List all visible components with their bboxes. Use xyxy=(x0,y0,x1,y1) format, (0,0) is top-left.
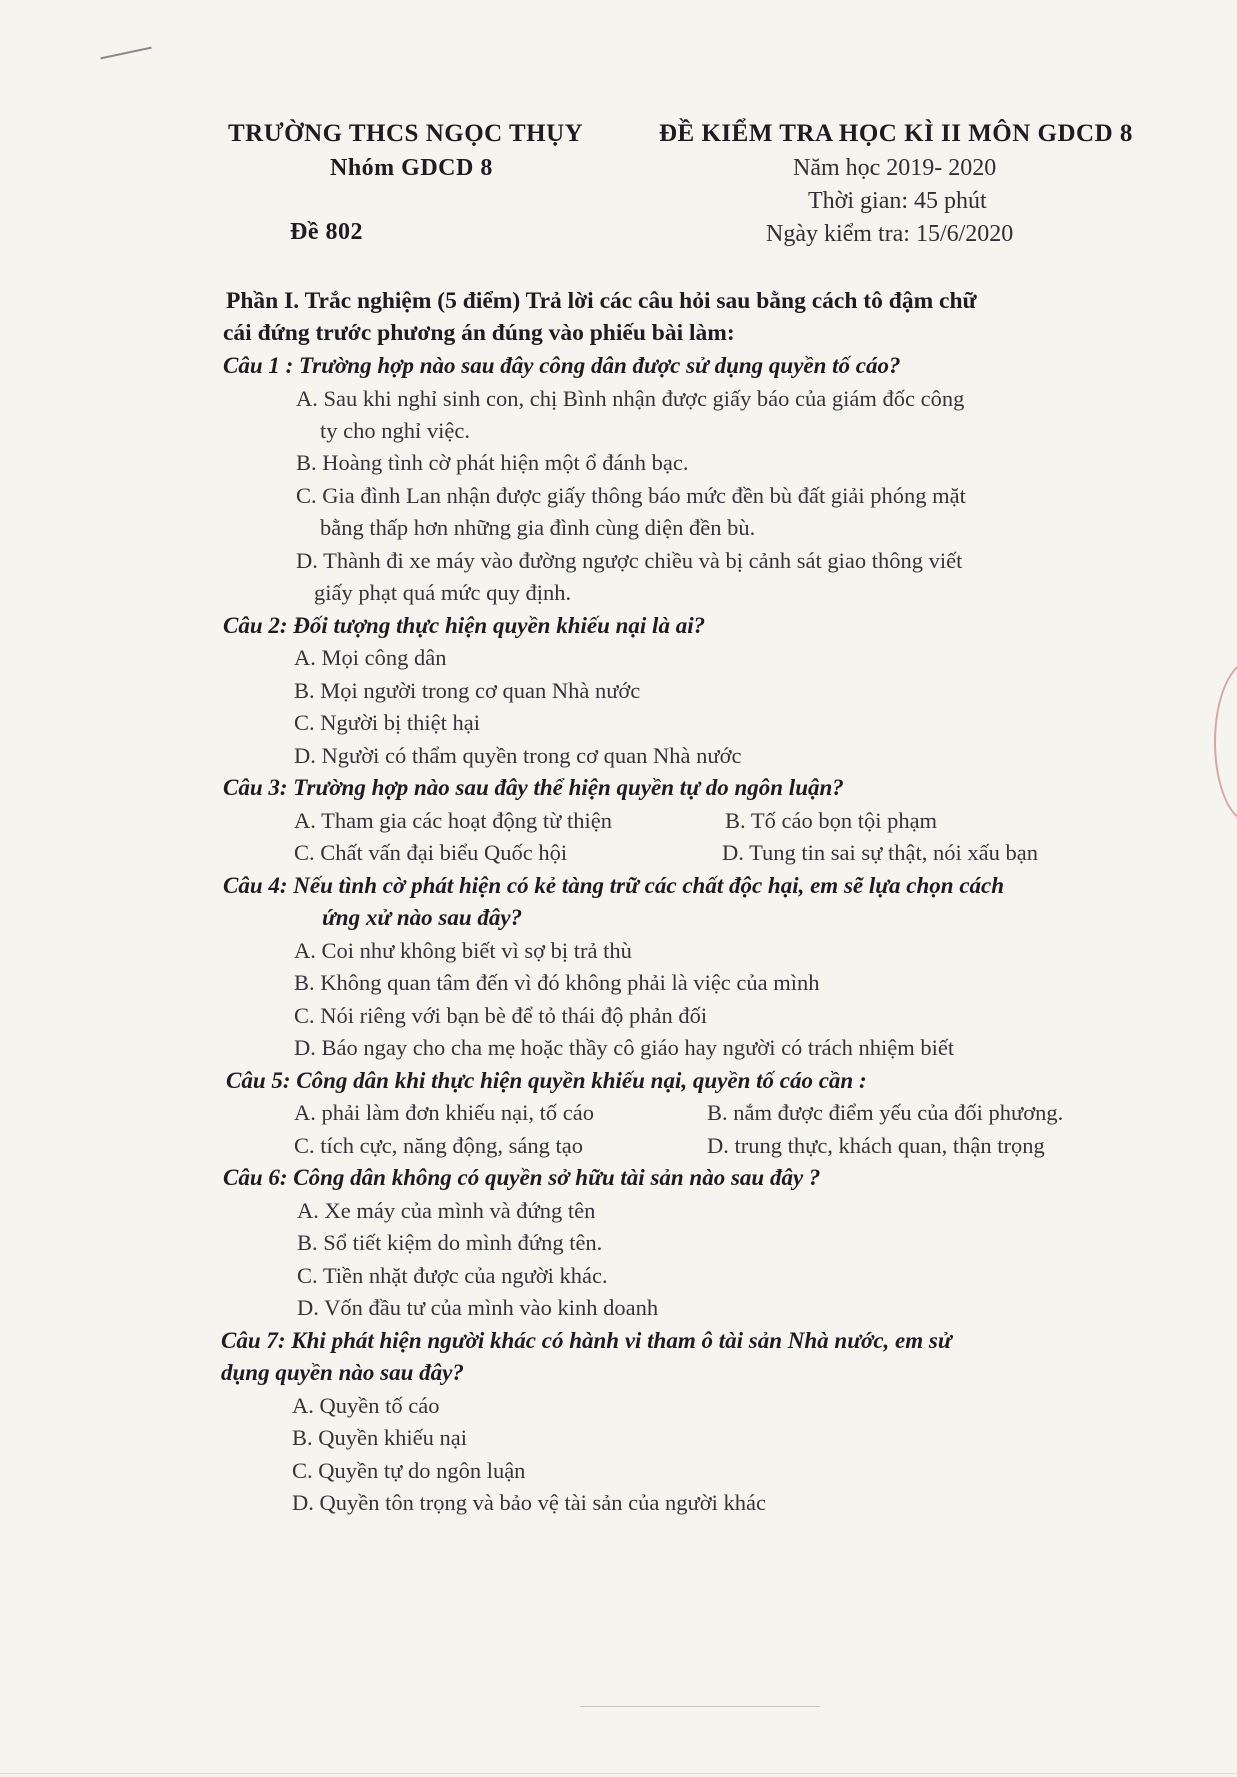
question-1-option-b: B. Hoàng tình cờ phát hiện một ổ đánh bạc. xyxy=(296,450,689,475)
question-1-option-a-line1: A. Sau khi nghỉ sinh con, chị Bình nhận được giấy báo của giám đốc công xyxy=(296,386,965,411)
question-3-stem: Câu 3: Trường hợp nào sau đây thể hiện quyền tự do ngôn luận? xyxy=(223,775,844,800)
scan-line xyxy=(580,1706,820,1707)
question-4-option-d: D. Báo ngay cho cha mẹ hoặc thầy cô giáo hay người có trách nhiệm biết xyxy=(294,1035,955,1060)
part1-instruction-line2: cái đứng trước phương án đúng vào phiếu bài làm: xyxy=(223,320,735,346)
question-7-option-a: A. Quyền tố cáo xyxy=(292,1393,440,1418)
exam-title: ĐỀ KIỂM TRA HỌC KÌ II MÔN GDCD 8 xyxy=(659,120,1133,147)
question-5-option-c: C. tích cực, năng động, sáng tạo xyxy=(294,1133,584,1158)
question-3-option-d: D. Tung tin sai sự thật, nói xấu bạn xyxy=(722,840,1038,865)
question-4-stem-line2: ứng xử nào sau đây? xyxy=(322,905,523,930)
question-6-option-a: A. Xe máy của mình và đứng tên xyxy=(297,1198,596,1223)
question-6-stem: Câu 6: Công dân không có quyền sở hữu tài sản nào sau đây ? xyxy=(223,1165,821,1190)
question-2-option-c: C. Người bị thiệt hại xyxy=(294,710,480,735)
question-4-option-b: B. Không quan tâm đến vì đó không phải là việc của mình xyxy=(294,970,820,995)
question-2-option-d: D. Người có thẩm quyền trong cơ quan Nhà nước xyxy=(294,743,742,768)
subject-group: Nhóm GDCD 8 xyxy=(330,155,493,181)
question-6-option-d: D. Vốn đầu tư của mình vào kinh doanh xyxy=(297,1295,659,1320)
question-4-option-c: C. Nói riêng với bạn bè để tỏ thái độ phản đối xyxy=(294,1003,708,1028)
question-5-option-a: A. phải làm đơn khiếu nại, tố cáo xyxy=(294,1100,594,1125)
question-1-option-c-line2: bằng thấp hơn những gia đình cùng diện đền bù. xyxy=(320,515,756,540)
question-7-option-d: D. Quyền tôn trọng và bảo vệ tài sản của người khác xyxy=(292,1490,766,1515)
question-6-option-c: C. Tiền nhặt được của người khác. xyxy=(297,1263,608,1288)
question-3-option-c: C. Chất vấn đại biểu Quốc hội xyxy=(294,840,568,865)
question-7-option-c: C. Quyền tự do ngôn luận xyxy=(292,1458,526,1483)
question-1-stem: Câu 1 : Trường hợp nào sau đây công dân được sử dụng quyền tố cáo? xyxy=(223,353,901,378)
question-4-stem-line1: Câu 4: Nếu tình cờ phát hiện có kẻ tàng trữ các chất độc hại, em sẽ lựa chọn cách xyxy=(223,873,1005,898)
question-5-option-b: B. nắm được điểm yếu của đối phương. xyxy=(707,1100,1064,1125)
question-1-option-d-line2: giấy phạt quá mức quy định. xyxy=(314,580,572,605)
exam-date: Ngày kiểm tra: 15/6/2020 xyxy=(766,221,1014,247)
question-1-option-a-line2: ty cho nghỉ việc. xyxy=(320,418,470,443)
page-edge xyxy=(0,1773,1237,1774)
question-2-stem: Câu 2: Đối tượng thực hiện quyền khiếu nại là ai? xyxy=(223,613,706,638)
exam-code: Đề 802 xyxy=(290,219,363,245)
part1-instruction-line1: Phần I. Trắc nghiệm (5 điểm) Trả lời các câu hỏi sau bằng cách tô đậm chữ xyxy=(226,288,977,314)
question-2-option-b: B. Mọi người trong cơ quan Nhà nước xyxy=(294,678,641,703)
question-1-option-d-line1: D. Thành đi xe máy vào đường ngược chiều và bị cảnh sát giao thông viết xyxy=(296,548,963,573)
red-stamp xyxy=(1214,660,1237,824)
question-7-stem-line1: Câu 7: Khi phát hiện người khác có hành vi tham ô tài sản Nhà nước, em sử xyxy=(221,1328,952,1353)
question-6-option-b: B. Sổ tiết kiệm do mình đứng tên. xyxy=(297,1230,603,1255)
question-1-option-c-line1: C. Gia đình Lan nhận được giấy thông báo mức đền bù đất giải phóng mặt xyxy=(296,483,966,508)
question-3-option-a: A. Tham gia các hoạt động từ thiện xyxy=(294,808,612,833)
exam-duration: Thời gian: 45 phút xyxy=(808,188,987,214)
question-4-option-a: A. Coi như không biết vì sợ bị trả thù xyxy=(294,938,632,963)
school-year: Năm học 2019- 2020 xyxy=(793,155,997,181)
school-name: TRƯỜNG THCS NGỌC THỤY xyxy=(228,120,584,147)
pen-mark xyxy=(100,47,151,60)
question-7-stem-line2: dụng quyền nào sau đây? xyxy=(221,1360,464,1385)
question-7-option-b: B. Quyền khiếu nại xyxy=(292,1425,467,1450)
question-5-option-d: D. trung thực, khách quan, thận trọng xyxy=(707,1133,1045,1158)
question-5-stem: Câu 5: Công dân khi thực hiện quyền khiếu nại, quyền tố cáo cần : xyxy=(226,1068,867,1093)
question-2-option-a: A. Mọi công dân xyxy=(294,645,447,670)
question-3-option-b: B. Tố cáo bọn tội phạm xyxy=(725,808,938,833)
